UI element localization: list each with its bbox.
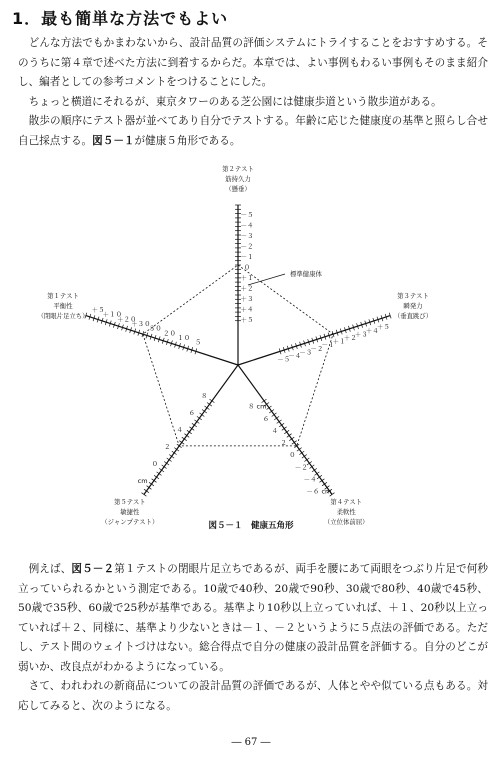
axis-4-tick-mark — [147, 486, 152, 490]
axis-3-tick-mark — [287, 434, 292, 438]
axis-4-tick-mark — [187, 430, 192, 434]
axis-3-label: 第４テスト — [330, 497, 363, 506]
reference-label: 標準健康体 — [290, 270, 322, 278]
axis-4-tick-mark — [152, 479, 157, 483]
axis-3-tick-label: －２ — [294, 463, 308, 472]
axis-1-tick-label: ＋５ — [240, 316, 254, 324]
axis-5-tick-label: １０ — [177, 333, 191, 342]
axis-4-tick-label: ０ — [151, 460, 159, 469]
axis-1-tick-label: －１ — [240, 253, 254, 261]
axis-4-tick-mark — [164, 462, 169, 466]
axis-4-tick-mark — [182, 437, 187, 441]
axis-3-tick-mark — [274, 416, 279, 420]
axis-4-label: （ジャンプテスト） — [101, 517, 159, 526]
axis-2-tick-label: ＋３ — [354, 330, 368, 339]
figure-reference: 図５－１ — [92, 134, 135, 147]
axis-1-tick-label: －２ — [240, 242, 254, 251]
axis-3-tick-mark — [312, 468, 317, 472]
axis-3-label: 柔軟性 — [336, 507, 356, 516]
axis-line-2 — [238, 316, 390, 365]
axis-5-tick-label: ＋３０ — [131, 320, 151, 328]
axis-1-tick-label: ＋３ — [240, 295, 254, 303]
axis-4-tick-mark — [192, 423, 197, 427]
axis-4-tick-mark — [202, 410, 207, 414]
axis-3-tick-mark — [292, 441, 297, 445]
axis-3-tick-mark — [322, 482, 327, 486]
axis-4-tick-mark — [144, 489, 149, 493]
axis-3-tick-mark — [317, 475, 322, 479]
axis-4-tick-mark — [162, 465, 167, 469]
axis-2-tick-label: ＋４ — [365, 326, 379, 335]
axis-3-tick-mark — [310, 465, 315, 469]
axis-4-tick-mark — [167, 458, 172, 462]
axis-line-3 — [238, 365, 332, 494]
figure-reference-2: 図５－２ — [71, 563, 115, 575]
axis-4-tick-mark — [200, 413, 205, 417]
axis-1-tick-label: ０ — [243, 263, 251, 272]
reference-leader-line — [248, 274, 285, 285]
axis-5-tick-label: ２０ — [163, 329, 176, 338]
axis-3-tick-label: －４ — [303, 475, 317, 484]
page-number: ― 67 ― — [231, 737, 271, 748]
axis-4-label: 敏捷性 — [120, 507, 140, 516]
axis-3-tick-label: ６ — [262, 414, 270, 423]
axis-1-tick-label: －４ — [240, 221, 254, 230]
axis-3-tick-mark — [269, 410, 274, 414]
axis-1-label: 第２テスト — [222, 165, 254, 173]
axis-2-label: 第３テスト — [397, 292, 429, 301]
axis-4-tick-mark — [157, 472, 162, 476]
axis-3-tick-label: ８ cm — [247, 402, 267, 411]
axis-2-tick-label: ＋２ — [343, 334, 357, 342]
figure-caption: 図５－１ 健康五角形 — [208, 521, 294, 531]
axis-1-label: （懸垂） — [225, 185, 251, 193]
axis-4-tick-mark — [169, 455, 174, 459]
axis-3-tick-mark — [284, 430, 289, 434]
axis-2-label: 瞬発力 — [403, 302, 423, 311]
axis-5-tick-label: ＋１０ — [102, 310, 123, 319]
intro-text — [18, 34, 488, 151]
axis-2-label: （垂直跳び） — [393, 312, 433, 321]
axis-1-tick-label: ＋２ — [240, 284, 254, 293]
axis-4-tick-label: ６ — [188, 409, 196, 418]
axis-line-4 — [144, 365, 238, 494]
axis-5-label: 平衡性 — [53, 302, 73, 311]
axis-4-tick-mark — [142, 493, 147, 497]
axis-4-tick-label: ４ — [176, 426, 183, 435]
axis-1-tick-label: －３ — [240, 232, 254, 240]
intro-paragraph-2: ちょっと横道にそれるが、東京タワーのある芝公園には健康歩道という散歩道がある。 — [28, 95, 442, 108]
axis-3-tick-mark — [277, 420, 282, 424]
axis-4-tick-label: ２ — [163, 443, 171, 452]
axis-3-tick-mark — [302, 455, 307, 459]
axis-1-tick-label: ＋１ — [240, 274, 254, 282]
axis-2-tick-label: ＋１ — [332, 337, 346, 346]
axis-2-tick-label: －１ — [321, 341, 335, 350]
body-paragraph-1: 例えば、図５－２第１テストの閉眼片足立ちであるが、両手を腰にあて両眼をつぶり片足で何秒立っていられるかという測定である。10歳で40秒、20歳で90秒、30歳で80秒、40歳で45秒、50歳で35秒、60歳で25秒が基準である。基準より10秒以上立っていれば、＋１、20秒以上立っていれば＋２、同様に、基準より少ないときは－１、－２というように５点法の評価である。ただし、テスト間のウェイトづけはない。総合得点で自分の健康の設計品質を評価する。自分のどこが弱いか、改良点がわかるようになっている。 — [18, 563, 489, 673]
intro-paragraph-3: 散歩の順序にテスト器が並べてあり自分でテストする。年齢に応じた健康度の基準と照らし合せ自己採点する。図５－１が健康５角形である。 — [18, 115, 488, 147]
axis-2-tick-label: ＋５ — [376, 323, 390, 332]
axis-3-tick-mark — [267, 406, 272, 410]
axis-3-tick-label: ２ — [280, 439, 287, 448]
axis-4-tick-mark — [189, 427, 194, 431]
axis-4-tick-mark — [210, 399, 215, 403]
axis-1-tick-label: －５ — [240, 211, 254, 219]
section-heading: 1．最も簡単な方法でもよい — [12, 9, 229, 28]
axis-4-tick-mark — [207, 403, 212, 407]
axis-4-tick-mark — [205, 406, 210, 410]
axis-1-tick-label: ＋４ — [240, 305, 254, 314]
axis-4-tick-mark — [159, 468, 164, 472]
axis-3-tick-mark — [297, 448, 302, 452]
axis-2-tick-label: －２ — [310, 344, 324, 353]
axis-2-tick-label: －５ — [277, 355, 291, 364]
axis-3-tick-label: ０ — [289, 451, 296, 460]
axis-2-tick-label: －４ — [288, 352, 302, 360]
axis-5-tick-label: ＋２０ — [116, 315, 137, 324]
axis-5-tick-label: ＋５ — [91, 306, 105, 315]
axis-5-tick-label: ３０ — [148, 324, 162, 333]
body-text — [18, 560, 488, 716]
axis-1-label: 筋持久力 — [225, 175, 251, 183]
axis-5-label: 第１テスト — [47, 292, 79, 301]
axis-4-tick-mark — [184, 434, 189, 438]
axis-5-tick-label: ５ — [194, 338, 202, 347]
axis-3-tick-mark — [272, 413, 277, 417]
body-paragraph-2: さて、われわれの新商品についての設計品質の評価であるが、人体とやや似ている点もある。対応してみると、次のようになる。 — [18, 680, 488, 712]
axis-4-tick-label: cm — [137, 477, 148, 486]
axis-4-tick-mark — [174, 448, 179, 452]
axis-4-tick-mark — [179, 441, 184, 445]
axis-4-tick-mark — [149, 482, 154, 486]
axis-5-label: （閉眼片足立ち） — [37, 312, 89, 321]
axis-4-tick-label: ８ — [201, 392, 208, 401]
axis-3-tick-label: －６ cm — [306, 487, 332, 496]
axis-3-tick-mark — [320, 479, 325, 483]
axis-3-label: （立位体前屈） — [323, 517, 369, 526]
axis-3-tick-mark — [279, 423, 284, 427]
axis-4-tick-mark — [172, 451, 177, 455]
intro-paragraph-1: どんな方法でもかまわないから、設計品質の評価システムにトライすることをおすすめする。そのうちに第４章で述べた方法に到着するからだ。本章では、よい事例もわるい事例もそのまま紹介し、編者としての参考コメントをつけることにした。 — [18, 37, 488, 88]
axis-3-tick-mark — [282, 427, 287, 431]
axis-line-5 — [86, 316, 238, 365]
axis-4-label: 第５テスト — [113, 497, 146, 506]
axis-4-tick-mark — [194, 420, 199, 424]
axis-3-tick-mark — [304, 458, 309, 462]
axis-3-tick-mark — [299, 451, 304, 455]
axis-3-tick-mark — [289, 437, 294, 441]
axis-3-tick-label: ４ — [271, 427, 279, 435]
axis-2-tick-label: －３ — [299, 348, 313, 357]
axis-4-tick-mark — [197, 416, 202, 420]
axis-4-tick-mark — [154, 475, 159, 479]
